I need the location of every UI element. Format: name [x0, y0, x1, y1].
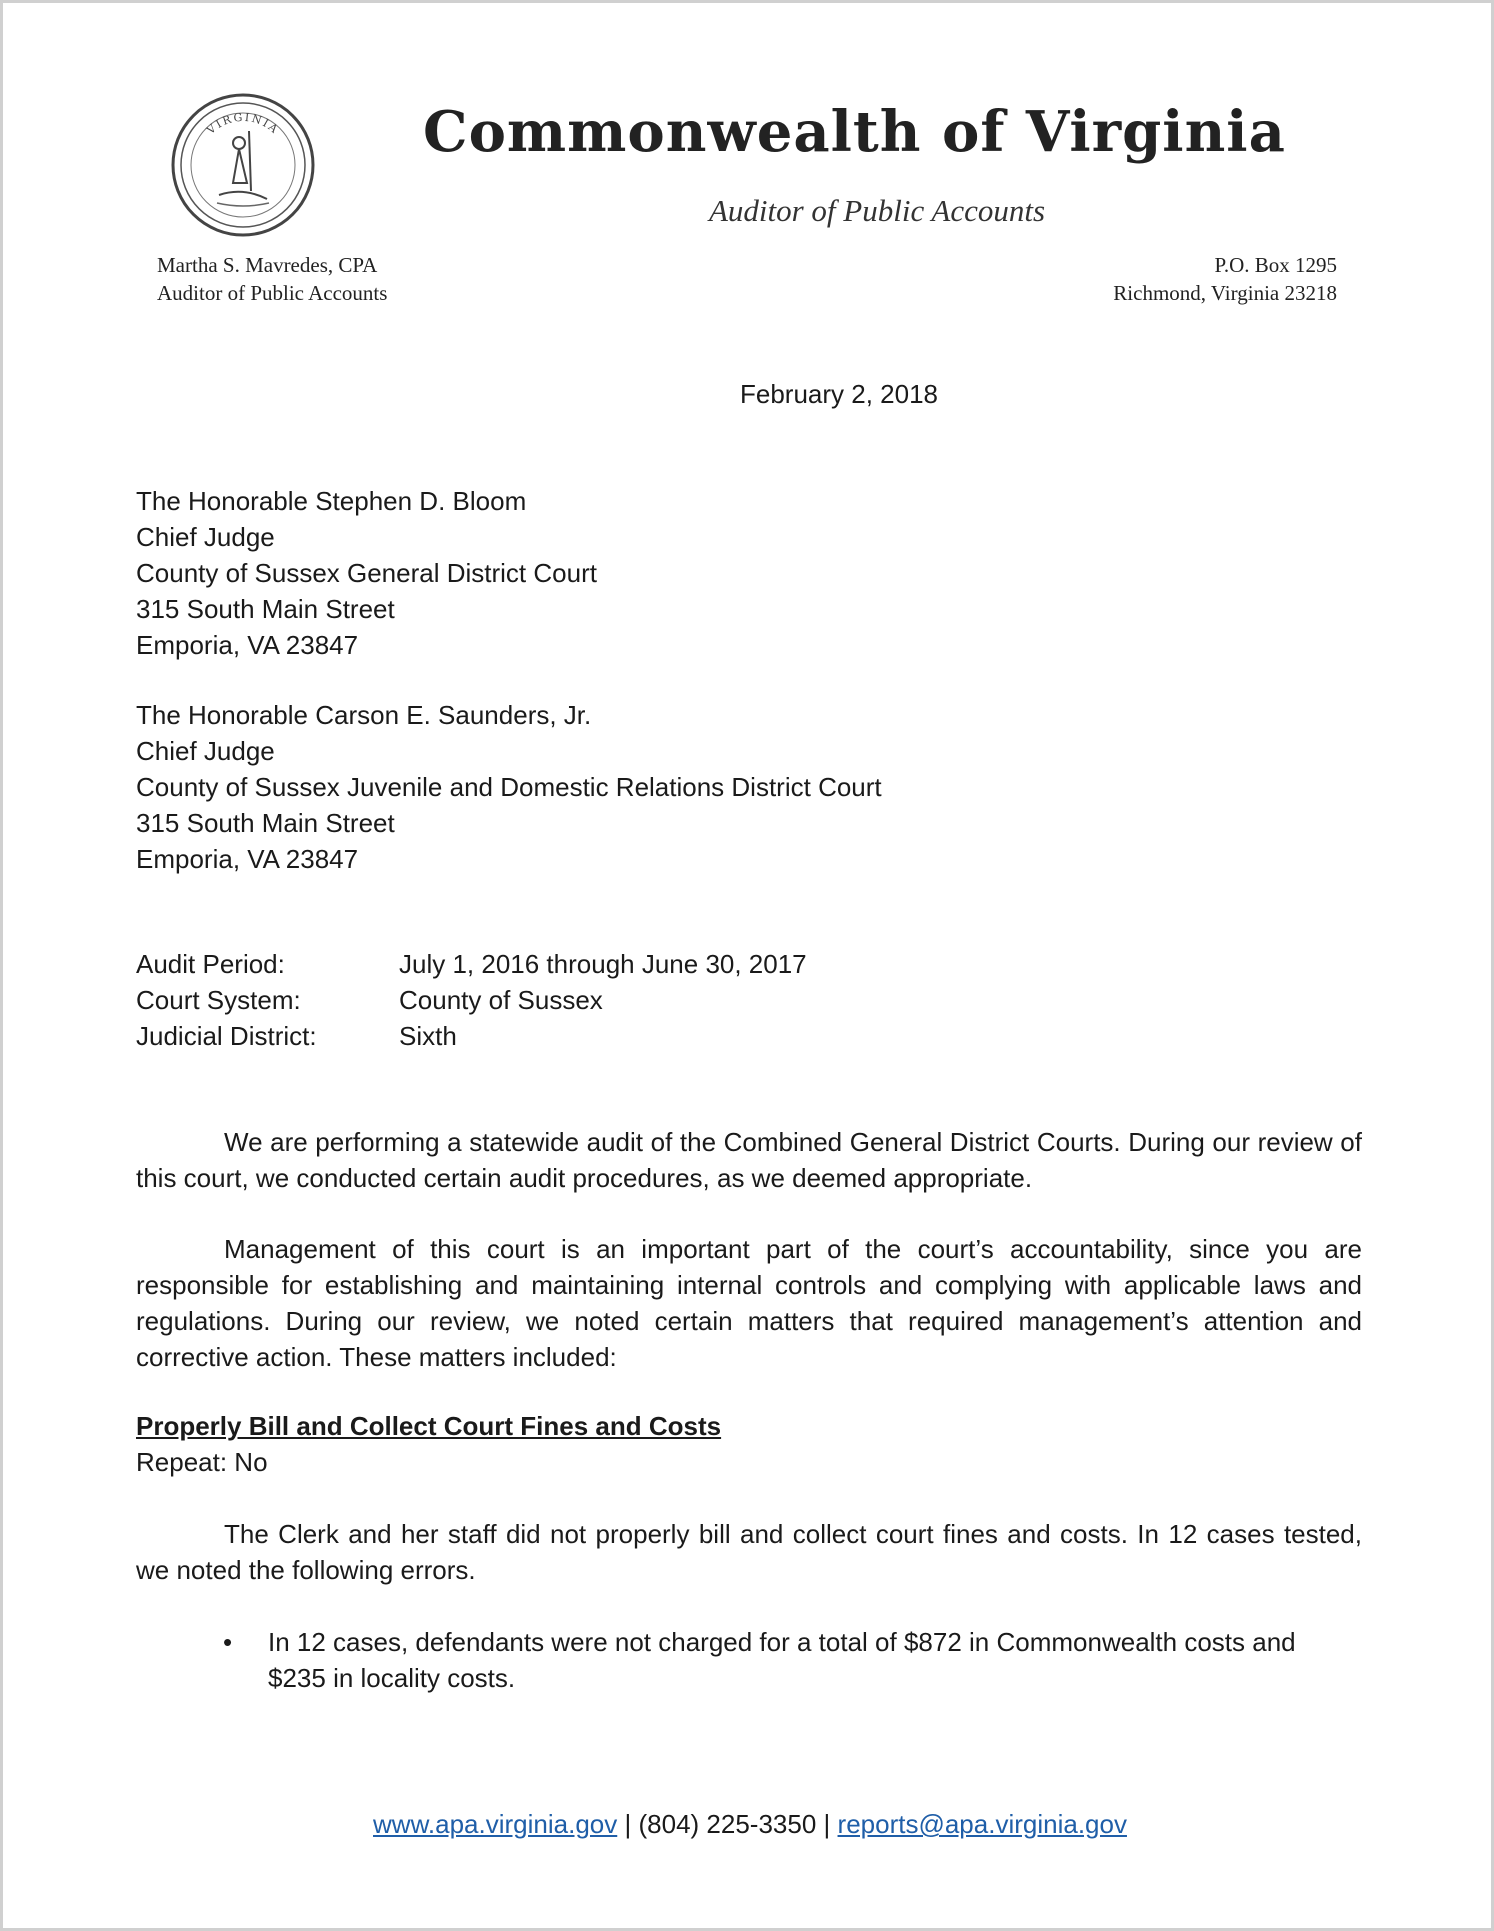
- paragraph-text: Management of this court is an important part of the court’s accountability, since you are responsible for establishing and maintaining internal controls and complying with applicable laws and regulations. During our review, we noted certain matters that required management’s attention and corrective action. These matters included:: [136, 1234, 1362, 1372]
- website-link[interactable]: www.apa.virginia.gov: [373, 1809, 618, 1839]
- info-value: July 1, 2016 through June 30, 2017: [399, 949, 807, 979]
- letterhead-subtitle: Auditor of Public Accounts: [708, 193, 1046, 228]
- court-system-row: [136, 982, 807, 1018]
- auditor-title: Auditor of Public Accounts: [157, 281, 388, 305]
- auditor-name: Martha S. Mavredes, CPA: [157, 253, 378, 277]
- svg-text:VIRGINIA: [204, 111, 282, 138]
- info-label: Judicial District:: [136, 1021, 317, 1051]
- office-address: [1113, 251, 1337, 307]
- footer-phone: (804) 225-3350: [638, 1809, 817, 1839]
- audit-period-row: [136, 946, 807, 982]
- recipient-block-1: [136, 483, 597, 663]
- recipient-line: Emporia, VA 23847: [136, 844, 359, 874]
- letter-date: February 2, 2018: [739, 379, 938, 409]
- paragraph-management: [136, 1231, 1362, 1375]
- bullet-text: In 12 cases, defendants were not charged for a total of $872 in Commonwealth costs and $235 in locality costs.: [268, 1627, 1296, 1693]
- paragraph-text: We are performing a statewide audit of the Combined General District Courts. During our review of this court, we conducted certain audit procedures, as we deemed appropriate.: [136, 1127, 1362, 1193]
- footer: [3, 1809, 1494, 1840]
- finding-repeat: Repeat: No: [136, 1447, 268, 1477]
- footer-separator: |: [624, 1809, 632, 1839]
- audit-info: [136, 946, 807, 1054]
- recipient-line: 315 South Main Street: [136, 808, 395, 838]
- office-po-box: P.O. Box 1295: [1214, 253, 1337, 277]
- office-city: Richmond, Virginia 23218: [1113, 281, 1337, 305]
- email-link[interactable]: reports@apa.virginia.gov: [837, 1809, 1127, 1839]
- info-label: Audit Period:: [136, 949, 285, 979]
- paragraph-text: The Clerk and her staff did not properly bill and collect court fines and costs. In 12 cases tested, we noted the following errors.: [136, 1519, 1362, 1585]
- info-value: Sixth: [399, 1021, 457, 1051]
- seal-text: VIRGINIA: [204, 110, 282, 137]
- bullet-icon: •: [223, 1627, 233, 1657]
- recipient-line: 315 South Main Street: [136, 594, 395, 624]
- info-value: County of Sussex: [399, 985, 603, 1015]
- letterhead-title: Commonwealth of Virginia: [423, 99, 1286, 165]
- recipient-line: Chief Judge: [136, 736, 275, 766]
- info-label: Court System:: [136, 985, 301, 1015]
- list-item: [223, 1624, 1303, 1696]
- recipient-line: The Honorable Stephen D. Bloom: [136, 486, 527, 516]
- recipient-line: County of Sussex Juvenile and Domestic Relations District Court: [136, 772, 882, 802]
- auditor-address: [157, 251, 387, 307]
- recipient-line: Emporia, VA 23847: [136, 630, 359, 660]
- judicial-district-row: [136, 1018, 807, 1054]
- paragraph-finding: [136, 1516, 1362, 1588]
- finding-header: [136, 1408, 721, 1480]
- paragraph-intro: [136, 1124, 1362, 1196]
- recipient-block-2: [136, 697, 882, 877]
- recipient-line: Chief Judge: [136, 522, 275, 552]
- footer-separator: |: [823, 1809, 831, 1839]
- finding-heading: Properly Bill and Collect Court Fines and Costs: [136, 1411, 722, 1441]
- recipient-line: The Honorable Carson E. Saunders, Jr.: [136, 700, 592, 730]
- recipient-line: County of Sussex General District Court: [136, 558, 597, 588]
